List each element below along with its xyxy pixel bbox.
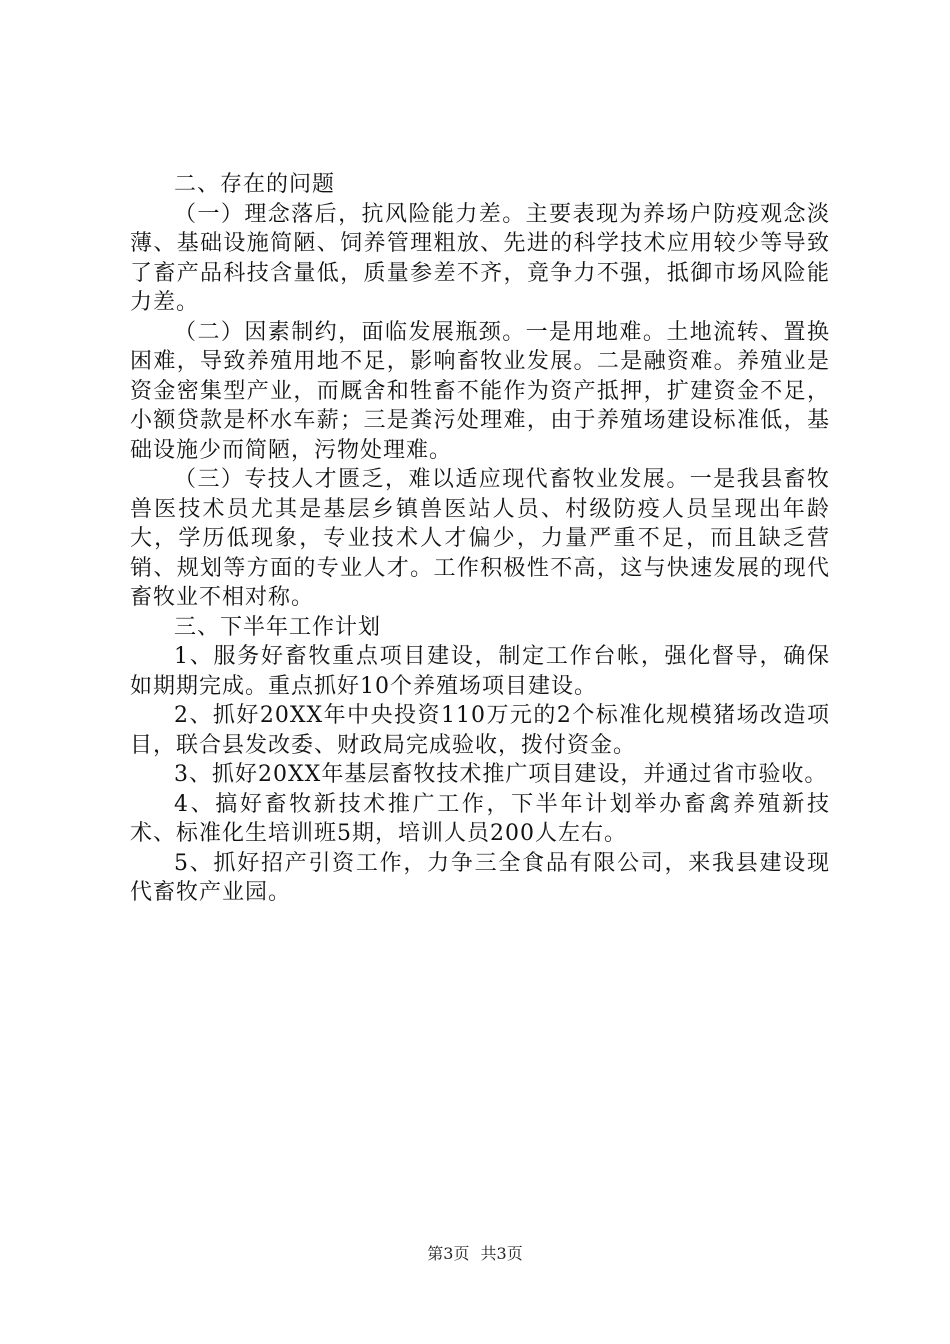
paragraph-plan-1: 1、服务好畜牧重点项目建设，制定工作台帐，强化督导，确保如期期完成。重点抓好10个养殖场项目建设。 xyxy=(130,644,830,699)
page-footer xyxy=(0,1244,950,1264)
document-body xyxy=(130,170,830,908)
section-heading-problems: 二、存在的问题 xyxy=(174,172,336,197)
paragraph-problem-2: （二）因素制约，面临发展瓶颈。一是用地难。土地流转、置换困难，导致养殖用地不足，影响畜牧业发展。二是融资难。养殖业是资金密集型产业，而厩舍和牲畜不能作为资产抵押，扩建资金不足，小额贷款是杯水车薪；三是粪污处理难，由于养殖场建设标准低，基础设施少而简陋，污物处理难。 xyxy=(130,319,830,463)
paragraph-problem-1: （一）理念落后，抗风险能力差。主要表现为养场户防疫观念淡薄、基础设施简陋、饲养管理粗放、先进的科学技术应用较少等导致了畜产品科技含量低，质量参差不齐，竟争力不强，抵御市场风险能力差。 xyxy=(130,201,830,315)
paragraph-plan-4: 4、搞好畜牧新技术推广工作，下半年计划举办畜禽养殖新技术、标准化生培训班5期，培训人员200人左右。 xyxy=(130,791,830,846)
section-heading-plan: 三、下半年工作计划 xyxy=(174,614,382,640)
paragraph-problem-3: （三）专技人才匮乏，难以适应现代畜牧业发展。一是我县畜牧兽医技术员尤其是基层乡镇兽医站人员、村级防疫人员呈现出年龄大，学历低现象，专业技术人才偏少，力量严重不足，而且缺乏营销、规划等方面的专业人才。工作积极性不高，这与快速发展的现代畜牧业不相对称。 xyxy=(130,467,830,610)
current-page-label: 第3页 xyxy=(427,1244,470,1263)
total-pages-label: 共3页 xyxy=(480,1244,523,1263)
paragraph-plan-3: 3、抓好20XX年基层畜牧技术推广项目建设，并通过省市验收。 xyxy=(174,762,828,787)
paragraph-plan-5: 5、抓好招产引资工作，力争三全食品有限公司，来我县建设现代畜牧产业园。 xyxy=(130,850,830,905)
paragraph-plan-2: 2、抓好20XX年中央投资110万元的2个标准化规模猪场改造项目，联合县发改委、财政局完成验收，拨付资金。 xyxy=(130,703,830,758)
